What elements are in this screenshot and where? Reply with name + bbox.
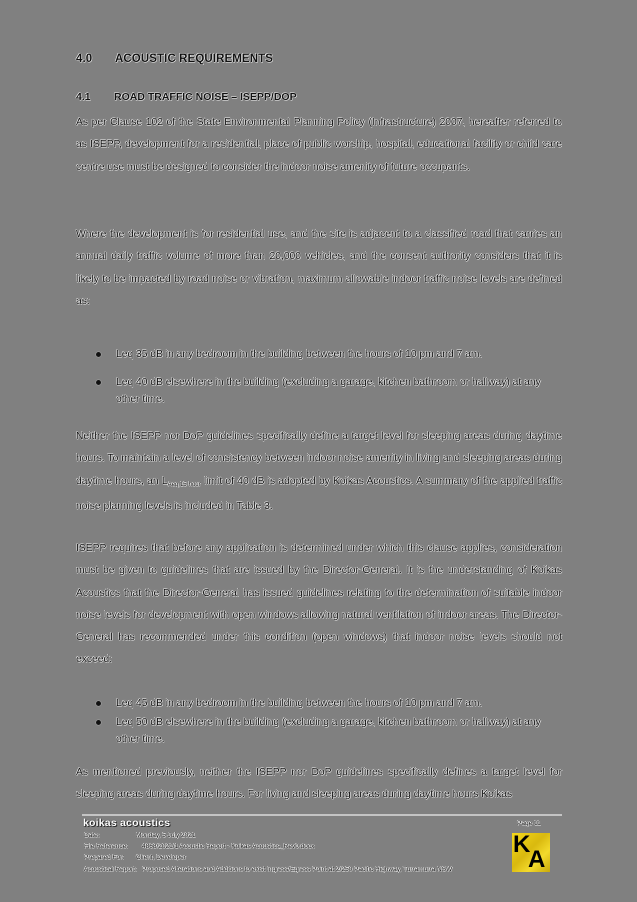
bullet-icon [96, 380, 101, 385]
footer-date-value: Monday, 5 July 2021 [136, 832, 196, 839]
footer-report-label: Acoustical Report: [84, 866, 137, 873]
footer-report [84, 866, 452, 873]
list-item-text: Leq 40 dB elsewhere in the building (excluding a garage, kitchen bathroom or hallway) at any other time. [116, 377, 541, 405]
section-title: ACOUSTIC REQUIREMENTS [115, 53, 273, 65]
bullet-icon [96, 701, 101, 706]
footer-date [84, 832, 196, 839]
subsection-title: ROAD TRAFFIC NOISE – ISEPP/DOP [114, 91, 297, 103]
list-item [96, 346, 566, 363]
footer-file-reference [84, 843, 314, 850]
section-number: 4.0 [76, 53, 93, 65]
paragraph-text-before: Neither the ISEPP nor DoP guidelines specifically define a target level for sleeping areas during daytime hours. To maintain a level of consistency between indoor noise amenity in living and sleeping areas during daytime hours, an L [76, 431, 562, 487]
list-item-text: Leq 50 dB elsewhere in the building (excluding a garage, kitchen bathroom or hallway) at any other time. [116, 717, 541, 745]
footer-prepared-for [84, 854, 186, 861]
subsection-number: 4.1 [76, 91, 91, 103]
footer-date-label: Date: [84, 832, 100, 839]
footer-divider [82, 814, 562, 816]
list-item [96, 695, 566, 712]
footer-brand: koikas acoustics [83, 817, 171, 829]
list-item [96, 714, 566, 748]
closed-window-criteria-list [96, 346, 566, 408]
footer-report-value: Proposed Alterations and Additions to exist Ingress/Egress Point at 2/250 Pacific Highway, Turramurra NSW [142, 866, 453, 873]
paragraph-text-after: limit of 40 dB is adopted by Koikas Acoustics. A summary of the applied traffic noise planning levels is included in Table 3. [76, 475, 563, 512]
bullet-icon [96, 352, 101, 357]
koikas-logo-icon [512, 833, 550, 872]
paragraph-isepp-clause: As per Clause 102 of the State Environmental Planning Policy (Infrastructure) 2007, hereafter referred to as ISEPP, development for a residential, place of public worship, hospital, educational facility or child care centre use must be designed to consider the indoor noise amenity of future occupants. [76, 117, 562, 173]
footer-file-value: 4868/2021/1 Acoustic Report - Koikas Acoustics_Rev0.docx [142, 843, 315, 850]
bullet-icon [96, 720, 101, 725]
list-item-text: Leq 35 dB in any bedroom in the building between the hours of 10 pm and 7 am. [116, 349, 483, 360]
section-heading [76, 53, 273, 65]
subsection-heading [76, 91, 297, 103]
footer-prepared-value: Client, Developer [136, 854, 186, 861]
list-item [96, 374, 566, 408]
page-number: Page 11 [517, 820, 541, 827]
leq-subscript: Aeq,15 hour [167, 481, 201, 488]
open-window-criteria-list [96, 695, 566, 748]
paragraph-residential-criteria: Where the development is for residential use, and the site is adjacent to a classified road that carries an annual daily traffic volume of more than 20,000 vehicles, and the consent authority considers that it is likely to be impacted by road noise or vibration, maximum allowable indoor traffic noise levels are defined as: [76, 229, 562, 307]
paragraph-daytime-target [76, 426, 562, 518]
list-item-text: Leq 45 dB in any bedroom in the building between the hours of 10 pm and 7 am. [116, 698, 483, 709]
footer-file-label: File Reference: [84, 843, 129, 850]
footer-prepared-label: Prepared For: [84, 854, 125, 861]
logo-letter-k: K [513, 833, 531, 858]
paragraph-as-mentioned: As mentioned previously, neither the ISEPP nor DoP guidelines specifically defines a target level for sleeping areas during daytime hours. For living and sleeping areas during daytime hours Koikas [76, 767, 562, 801]
paragraph-director-general: ISEPP requires that before any application is determined under which this clause applies, consideration must be given to guidelines that are issued by the Director-General. It is the understanding of Koikas Acoustics that the Director-General has issued guidelines relating to the determination of suitable indoor noise levels for development with open windows allowing natural ventilation of indoor areas. The Director-General has recommended under this condition (open windows) that indoor noise levels should not exceed: [76, 543, 562, 666]
logo-letter-a: A [528, 846, 546, 872]
